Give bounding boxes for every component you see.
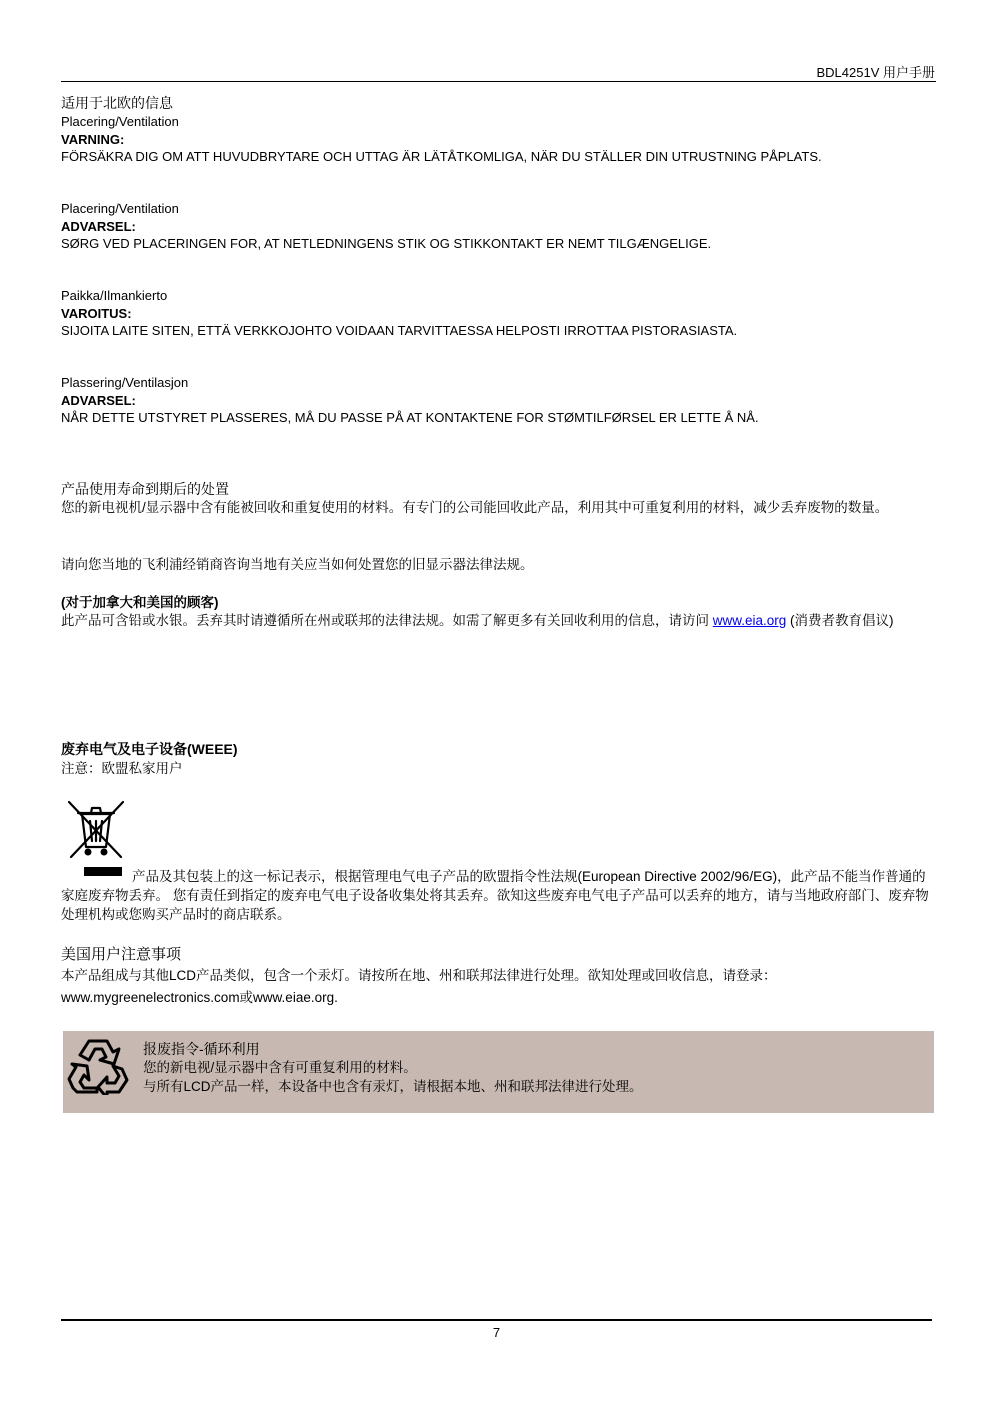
recycle-title: 报废指令-循环利用 [143,1041,260,1057]
canada-text-end: (消费者教育倡议) [786,613,894,628]
recycle-line: 您的新电视/显示器中含有可重复利用的材料。 [143,1060,417,1075]
nordic-block-warning: VARNING: [61,132,125,147]
nordic-block-label: Paikka/Ilmankierto [61,288,168,303]
eol-heading: 产品使用寿命到期后的处置 [61,481,229,497]
header-title: BDL4251V 用户手册 [816,65,935,80]
nordic-heading: 适用于北欧的信息 [61,95,173,111]
nordic-block-text: SIJOITA LAITE SITEN, ETTÄ VERKKOJOHTO VOIDAAN TARVITTAESSA HELPOSTI IRROTTAA PISTORASIASTA. [61,323,738,338]
nordic-block-text: SØRG VED PLACERINGEN FOR, AT NETLEDNINGENS STIK OG STIKKONTAKT ER NEMT TILGÆNGELIGE. [61,236,712,251]
canada-text: 此产品可含铅或水银。丢弃其时请遵循所在州或联邦的法律法规。如需了解更多有关回收利用的信息，请访问 [61,613,713,628]
canada-paragraph [61,611,933,631]
recycle-line: 与所有LCD产品一样，本设备中也含有汞灯，请根据本地、州和联邦法律进行处理。 [143,1079,643,1094]
canada-heading: (对于加拿大和美国的顾客) [61,595,219,610]
nordic-block-warning: ADVARSEL: [61,219,136,234]
nordic-block-label: Placering/Ventilation [61,201,179,216]
nordic-block-label: Plassering/Ventilasjon [61,375,189,390]
nordic-block-warning: ADVARSEL: [61,393,136,408]
nordic-block-text: NÅR DETTE UTSTYRET PLASSERES, MÅ DU PASSE PÅ AT KONTAKTENE FOR STØMTILFØRSEL ER LETTE Å NÅ. [61,410,759,425]
us-paragraph: 本产品组成与其他LCD产品类似，包含一个汞灯。请按所在地、州和联邦法律进行处理。欲知处理或回收信息，请登录：www.mygreenelectronics.com或www.eiae.org. [61,968,777,1005]
weee-heading: 废弃电气及电子设备(WEEE) [61,741,238,757]
eia-link[interactable]: www.eia.org [712,613,787,628]
nordic-block-label: Placering/Ventilation [61,114,179,129]
eol-paragraph: 请向您当地的飞利浦经销商咨询当地有关应当如何处置您的旧显示器法律法规。 [61,557,534,572]
us-heading: 美国用户注意事项 [61,946,182,963]
footer-divider [61,1319,932,1321]
recycle-icon [67,1037,129,1095]
crossed-bin-icon [66,799,126,861]
weee-subheading: 注意：欧盟私家用户 [61,761,183,776]
header-divider [61,81,936,82]
weee-paragraph: 产品及其包装上的这一标记表示，根据管理电气电子产品的欧盟指令性法规(European Directive 2002/96/EG)，此产品不能当作普通的家庭废弃物丢弃。 您有责任到指定的废弃电气电子设备收集处将其丢弃。欲知这些废弃电气电子产品可以丢弃的地方，请与当地政府部门、废弃物处理机构或您购买产品时的商店联系。 [61,869,929,922]
page-number: 7 [492,1325,501,1340]
eol-paragraph: 您的新电视机/显示器中含有能被回收和重复使用的材料。有专门的公司能回收此产品，利用其中可重复利用的材料，减少丢弃废物的数量。 [61,500,889,515]
nordic-block-text: FÖRSÄKRA DIG OM ATT HUVUDBRYTARE OCH UTTAG ÄR LÄTÅTKOMLIGA, NÄR DU STÄLLER DIN UTRUSTNING PÅPLATS. [61,149,822,164]
nordic-block-warning: VAROITUS: [61,306,132,321]
